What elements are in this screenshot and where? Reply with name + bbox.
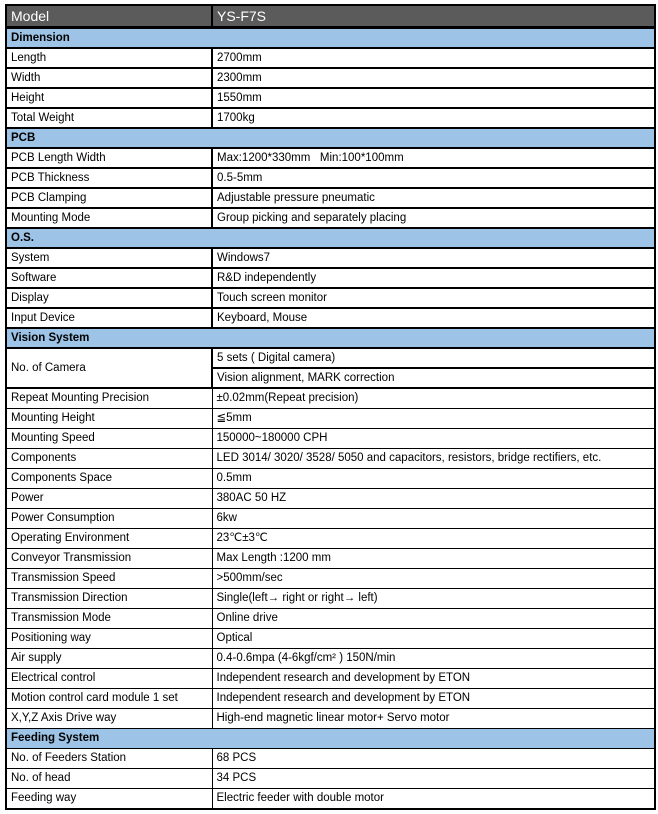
spec-value: ±0.02mm(Repeat precision) xyxy=(212,388,655,409)
spec-value: 34 PCS xyxy=(212,769,655,789)
model-label: Model xyxy=(6,5,212,28)
spec-value: 1700kg xyxy=(212,108,655,128)
table-row xyxy=(6,789,655,810)
spec-value: 23℃±3℃ xyxy=(212,529,655,549)
spec-label: Input Device xyxy=(6,308,212,328)
spec-label: No. of Camera xyxy=(6,348,212,388)
spec-value: ≦5mm xyxy=(212,409,655,429)
spec-label: Motion control card module 1 set xyxy=(6,689,212,709)
spec-label: No. of head xyxy=(6,769,212,789)
table-row xyxy=(6,248,655,268)
spec-label: No. of Feeders Station xyxy=(6,749,212,769)
spec-label: Transmission Mode xyxy=(6,609,212,629)
table-row xyxy=(6,669,655,689)
spec-value: Independent research and development by ETON xyxy=(212,669,655,689)
table-row xyxy=(6,629,655,649)
spec-value: 6kw xyxy=(212,509,655,529)
table-row xyxy=(6,569,655,589)
spec-label: Power xyxy=(6,489,212,509)
table-row xyxy=(6,48,655,68)
section-title: O.S. xyxy=(6,228,655,248)
spec-value: Max Length :1200 mm xyxy=(212,549,655,569)
table-row xyxy=(6,489,655,509)
spec-value: Keyboard, Mouse xyxy=(212,308,655,328)
table-row xyxy=(6,68,655,88)
table-row xyxy=(6,188,655,208)
table-row xyxy=(6,709,655,729)
spec-value: 2700mm xyxy=(212,48,655,68)
table-row xyxy=(6,649,655,669)
spec-value: 1550mm xyxy=(212,88,655,108)
spec-value: Electric feeder with double motor xyxy=(212,789,655,810)
table-row xyxy=(6,388,655,409)
section-title: Feeding System xyxy=(6,729,655,749)
table-row xyxy=(6,268,655,288)
spec-label: Components xyxy=(6,449,212,469)
spec-value: Vision alignment, MARK correction xyxy=(212,368,655,388)
table-row xyxy=(6,348,655,368)
table-row xyxy=(6,589,655,609)
spec-label: Display xyxy=(6,288,212,308)
section-header-vision-system xyxy=(6,328,655,348)
spec-label: System xyxy=(6,248,212,268)
spec-value: 380AC 50 HZ xyxy=(212,489,655,509)
table-row xyxy=(6,308,655,328)
spec-value: Optical xyxy=(212,629,655,649)
model-value: YS-F7S xyxy=(212,5,655,28)
spec-label: PCB Length Width xyxy=(6,148,212,168)
spec-label: Total Weight xyxy=(6,108,212,128)
section-header-feeding-system xyxy=(6,729,655,749)
spec-label: Air supply xyxy=(6,649,212,669)
spec-label: Transmission Speed xyxy=(6,569,212,589)
spec-label: PCB Clamping xyxy=(6,188,212,208)
table-row xyxy=(6,689,655,709)
spec-label: Positioning way xyxy=(6,629,212,649)
spec-value: R&D independently xyxy=(212,268,655,288)
table-row xyxy=(6,749,655,769)
spec-label: Conveyor Transmission xyxy=(6,549,212,569)
spec-value: 0.4-0.6mpa (4-6kgf/cm² ) 150N/min xyxy=(212,649,655,669)
table-row xyxy=(6,108,655,128)
spec-table xyxy=(5,4,656,810)
spec-value: Group picking and separately placing xyxy=(212,208,655,228)
spec-label: PCB Thickness xyxy=(6,168,212,188)
spec-value: 5 sets ( Digital camera) xyxy=(212,348,655,368)
table-row xyxy=(6,168,655,188)
table-row xyxy=(6,549,655,569)
spec-value: 0.5mm xyxy=(212,469,655,489)
spec-value: >500mm/sec xyxy=(212,569,655,589)
section-header-dimension xyxy=(6,28,655,49)
model-header-row xyxy=(6,5,655,28)
spec-value: 68 PCS xyxy=(212,749,655,769)
table-row xyxy=(6,409,655,429)
spec-label: Electrical control xyxy=(6,669,212,689)
spec-value: Max:1200*330mm Min:100*100mm xyxy=(212,148,655,168)
table-row xyxy=(6,449,655,469)
spec-label: Software xyxy=(6,268,212,288)
spec-label: Height xyxy=(6,88,212,108)
table-row xyxy=(6,429,655,449)
section-header-pcb xyxy=(6,128,655,148)
table-row xyxy=(6,529,655,549)
table-row xyxy=(6,609,655,629)
table-row xyxy=(6,509,655,529)
spec-value: 150000~180000 CPH xyxy=(212,429,655,449)
table-row xyxy=(6,769,655,789)
spec-value: High-end magnetic linear motor+ Servo motor xyxy=(212,709,655,729)
table-row xyxy=(6,148,655,168)
section-title: Vision System xyxy=(6,328,655,348)
section-header-os xyxy=(6,228,655,248)
spec-label: Mounting Height xyxy=(6,409,212,429)
spec-value: Adjustable pressure pneumatic xyxy=(212,188,655,208)
table-row xyxy=(6,469,655,489)
spec-label: Mounting Speed xyxy=(6,429,212,449)
spec-value: 2300mm xyxy=(212,68,655,88)
spec-label: Width xyxy=(6,68,212,88)
spec-value: Touch screen monitor xyxy=(212,288,655,308)
spec-label: Feeding way xyxy=(6,789,212,810)
spec-label: Power Consumption xyxy=(6,509,212,529)
spec-label: Components Space xyxy=(6,469,212,489)
section-title: PCB xyxy=(6,128,655,148)
table-row xyxy=(6,208,655,228)
table-row xyxy=(6,288,655,308)
spec-value: Independent research and development by ETON xyxy=(212,689,655,709)
spec-label: Transmission Direction xyxy=(6,589,212,609)
spec-value: 0.5-5mm xyxy=(212,168,655,188)
table-row xyxy=(6,88,655,108)
spec-label: Repeat Mounting Precision xyxy=(6,388,212,409)
spec-value: Windows7 xyxy=(212,248,655,268)
spec-value: Single(left→ right or right→ left) xyxy=(212,589,655,609)
spec-label: Operating Environment xyxy=(6,529,212,549)
spec-label: X,Y,Z Axis Drive way xyxy=(6,709,212,729)
section-title: Dimension xyxy=(6,28,655,49)
spec-value: LED 3014/ 3020/ 3528/ 5050 and capacitors, resistors, bridge rectifiers, etc. xyxy=(212,449,655,469)
spec-label: Length xyxy=(6,48,212,68)
spec-value: Online drive xyxy=(212,609,655,629)
spec-label: Mounting Mode xyxy=(6,208,212,228)
